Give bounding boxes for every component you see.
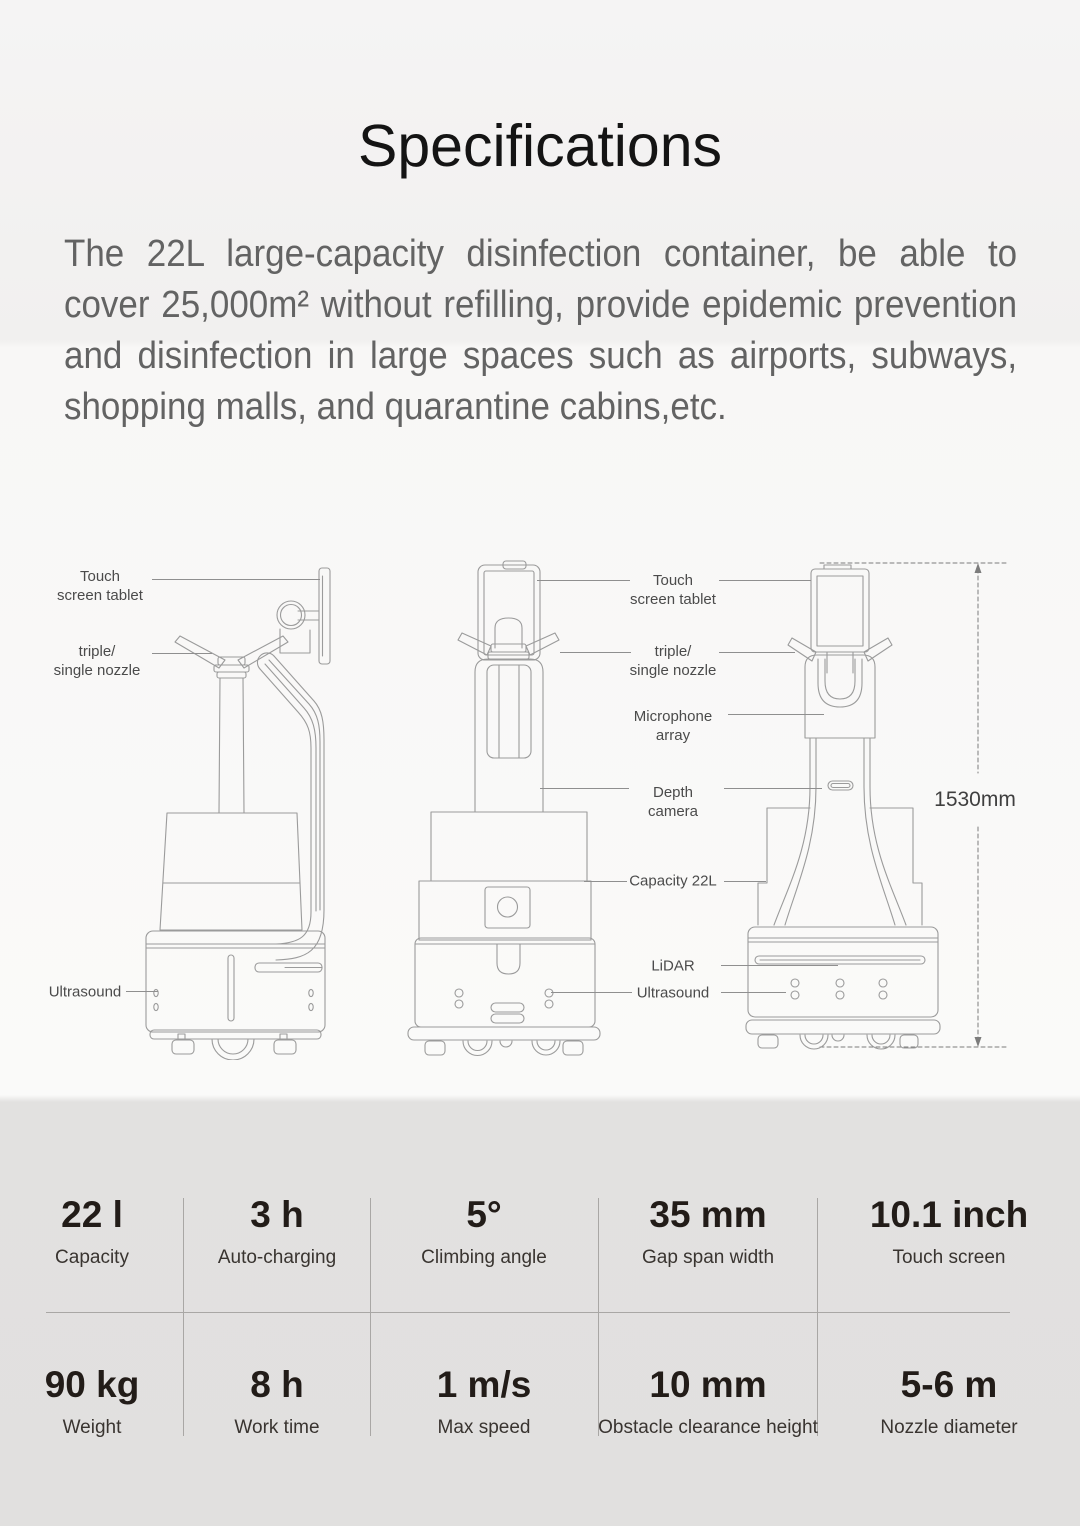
callout-text: array xyxy=(655,727,691,744)
callout-line-ultrasound-mid-right xyxy=(721,992,786,993)
callout-capacity xyxy=(629,872,717,891)
callout-line-lidar-right xyxy=(721,965,838,966)
intro-paragraph: The 22L large-capacity disinfection container, be able to cover 25,000m² without refilling, provide epidemic prevention and disinfection in large spaces such as airports, subways, shopping malls, and quarantine cabins,etc. xyxy=(64,233,1018,428)
robot-front-view-drawing xyxy=(405,560,635,1060)
callout-text: camera xyxy=(647,803,699,820)
callout-line-ultrasound-mid-left xyxy=(551,992,632,993)
callout-text: Touch xyxy=(652,572,694,589)
table-divider-horizontal xyxy=(46,1312,1010,1313)
callout-text: Microphone xyxy=(633,708,713,725)
callout-text: Capacity 22L xyxy=(629,872,717,890)
callout-text: Touch xyxy=(79,568,121,585)
callout-touch-screen-tablet-left xyxy=(57,567,143,605)
callout-nozzle-left xyxy=(54,642,141,680)
callout-text: triple/ xyxy=(654,643,692,660)
callout-text: triple/ xyxy=(78,643,116,660)
spec-cell-max-speed xyxy=(368,1363,600,1441)
spec-value: 35 mm xyxy=(649,1194,767,1235)
callout-line-depth-camera-right xyxy=(724,788,822,789)
spec-value: 10.1 inch xyxy=(869,1194,1029,1235)
spec-label: Nozzle diameter xyxy=(880,1417,1018,1438)
spec-value: 3 h xyxy=(250,1194,304,1235)
spec-cell-obstacle-clearance xyxy=(592,1363,824,1441)
callout-text: Depth xyxy=(652,784,694,801)
callout-line-nozzle-mid-right xyxy=(719,652,795,653)
callout-line-touch-screen-left xyxy=(152,579,320,580)
spec-value: 8 h xyxy=(250,1364,304,1405)
callout-lidar xyxy=(651,957,694,976)
spec-label: Work time xyxy=(234,1417,320,1438)
callout-text: single nozzle xyxy=(629,662,717,679)
height-dimension-label: 1530mm xyxy=(934,788,1016,811)
callout-line-microphone-right xyxy=(728,714,824,715)
spec-cell-auto-charging xyxy=(161,1193,393,1271)
robot-side-view-drawing xyxy=(138,560,343,1060)
callout-ultrasound-mid xyxy=(637,984,710,1003)
spec-value: 5° xyxy=(466,1194,502,1235)
page-title: Specifications xyxy=(357,113,723,179)
callout-line-capacity-left xyxy=(584,881,627,882)
callout-text: Ultrasound xyxy=(636,984,710,1002)
spec-value: 5-6 m xyxy=(900,1364,998,1405)
callout-text: Ultrasound xyxy=(48,983,122,1001)
spec-value: 10 mm xyxy=(649,1364,767,1405)
spec-label: Gap span width xyxy=(641,1247,775,1268)
spec-label: Auto-charging xyxy=(217,1247,337,1268)
callout-line-depth-camera-left xyxy=(540,788,629,789)
spec-label: Touch screen xyxy=(892,1247,1006,1268)
callout-line-capacity-right xyxy=(724,881,766,882)
spec-cell-gap-span-width xyxy=(592,1193,824,1271)
callout-ultrasound-left xyxy=(49,983,122,1002)
spec-cell-work-time xyxy=(161,1363,393,1441)
callout-nozzle-mid xyxy=(630,642,717,680)
spec-value: 1 m/s xyxy=(436,1364,532,1405)
spec-cell-climbing-angle xyxy=(368,1193,600,1271)
callout-microphone-array xyxy=(634,707,712,745)
callout-line-nozzle-left xyxy=(152,653,212,654)
spec-value: 90 kg xyxy=(44,1364,140,1405)
spec-label: Obstacle clearance height xyxy=(598,1417,818,1438)
spec-cell-touch-screen xyxy=(833,1193,1065,1271)
callout-line-nozzle-mid-left xyxy=(560,652,631,653)
callout-text: LiDAR xyxy=(651,957,695,975)
callout-text: single nozzle xyxy=(53,662,141,679)
spec-label: Max speed xyxy=(437,1417,531,1438)
callout-line-touch-screen-mid-right xyxy=(719,580,811,581)
callout-touch-screen-tablet-mid xyxy=(630,571,716,609)
spec-label: Capacity xyxy=(55,1247,129,1268)
spec-label: Climbing angle xyxy=(421,1247,547,1268)
callout-depth-camera xyxy=(648,783,698,821)
callout-text: screen tablet xyxy=(57,587,143,604)
spec-value: 22 l xyxy=(61,1194,123,1235)
spec-cell-nozzle-diameter xyxy=(833,1363,1065,1441)
callout-line-ultrasound-left xyxy=(126,991,158,992)
callout-text: screen tablet xyxy=(630,591,716,608)
callout-line-touch-screen-mid-left xyxy=(537,580,630,581)
spec-label: Weight xyxy=(62,1417,122,1438)
